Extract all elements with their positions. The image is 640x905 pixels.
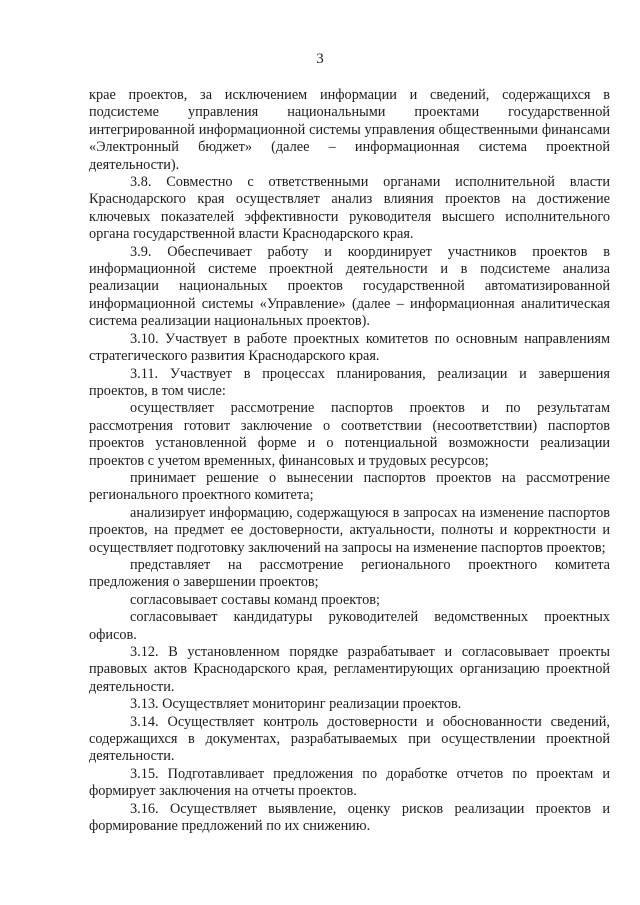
list-item-completion-proposals: представляет на рассмотрение регионального проектного комитета предложения о завершении проектов; xyxy=(89,556,610,591)
page-number: 3 xyxy=(316,51,324,67)
list-item-office-heads-approval: согласовывает кандидатуры руководителей ведомственных проектных офисов. xyxy=(89,609,610,643)
paragraph-3-16: 3.16. Осуществляет выявление, оценку рисков реализации проектов и формирование предложений по их снижению. xyxy=(89,800,610,835)
list-item-passport-review: осуществляет рассмотрение паспортов проектов и по результатам рассмотрения готовит заключение о соответствии (несоответствии) паспортов проектов установленной форме и о потенциальной возможности реализации проектов с учетом временных, финансовых и трудовых ресурсов; xyxy=(89,400,610,469)
paragraph-3-15: 3.15. Подготавливает предложения по доработке отчетов по проектам и формирует заключения на отчеты проектов. xyxy=(89,765,610,800)
paragraph-3-11: 3.11. Участвует в процессах планирования, реализации и завершения проектов, в том числе: xyxy=(89,365,610,399)
list-item-team-approval: согласовывает составы команд проектов; xyxy=(130,591,380,608)
paragraph-3-12: 3.12. В установленном порядке разрабатывает и согласовывает проекты правовых актов Краснодарского края, регламентирующих организацию проектной деятельности. xyxy=(89,644,610,695)
paragraph-3-14: 3.14. Осуществляет контроль достоверности и обоснованности сведений, содержащихся в документах, разрабатываемых при осуществлении проектной деятельности. xyxy=(89,713,610,765)
paragraph-3-8: 3.8. Совместно с ответственными органами исполнительной власти Краснодарского края осуществляет анализ влияния проектов на достижение ключевых показателей эффективности руководителя высшего исполнительного органа государственной власти Краснодарского края. xyxy=(89,174,610,243)
paragraph-continuation: крае проектов, за исключением информации и сведений, содержащихся в подсистеме управления национальными проектами государственной интегрированной информационной системы управления общественными финансами «Электронный бюджет» (далее – информационная система проектной деятельности). xyxy=(89,87,610,173)
list-item-committee-decision: принимает решение о вынесении паспортов проектов на рассмотрение регионального проектного комитета; xyxy=(89,469,610,504)
document-body xyxy=(89,87,610,835)
paragraph-3-10: 3.10. Участвует в работе проектных комитетов по основным направлениям стратегического развития Краснодарского края. xyxy=(89,330,610,365)
paragraph-3-9: 3.9. Обеспечивает работу и координирует участников проектов в информационной системе проектной деятельности и в подсистеме анализа реализации национальных проектов государственной автоматизированной информационной системы «Управление» (далее – информационная аналитическая система реализации национальных проектов). xyxy=(89,243,610,330)
paragraph-3-13: 3.13. Осуществляет мониторинг реализации проектов. xyxy=(130,696,462,713)
list-item-change-requests: анализирует информацию, содержащуюся в запросах на изменение паспортов проектов, на предмет ее достоверности, актуальности, полноты и корректности и осуществляет подготовку заключений на запросы на изменение паспортов проектов; xyxy=(89,504,610,556)
